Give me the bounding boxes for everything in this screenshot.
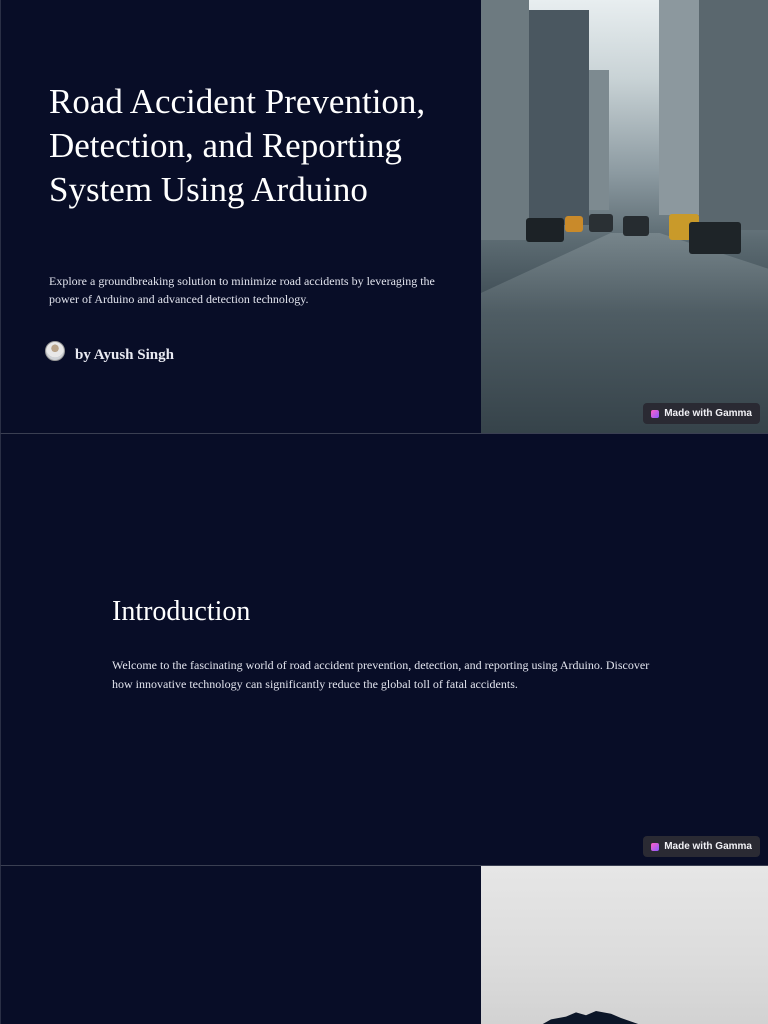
author-name: by Ayush Singh [75, 347, 174, 363]
intro-heading: Introduction [112, 596, 251, 627]
silhouette-shape [541, 1011, 641, 1024]
gamma-logo-icon [651, 843, 659, 851]
badge-label: Made with Gamma [664, 408, 752, 419]
slide-title-heading: Road Accident Prevention, Detection, and Reporting System Using Arduino [49, 82, 426, 209]
intro-body: Welcome to the fascinating world of road accident prevention, detection, and reporting using Arduino. Discover how innovative technology can significantly reduce the global toll of fatal accidents. [112, 658, 650, 691]
avatar [45, 341, 65, 361]
made-with-gamma-badge[interactable] [643, 403, 760, 424]
author-block [45, 337, 174, 364]
city-street-photo [481, 0, 768, 433]
made-with-gamma-badge[interactable] [643, 836, 760, 857]
badge-label: Made with Gamma [664, 841, 752, 852]
slide-introduction [0, 433, 768, 865]
slide-subtitle: Explore a groundbreaking solution to minimize road accidents by leveraging the power of Arduino and advanced detection technology. [49, 274, 435, 306]
slide-title [0, 0, 768, 433]
sky-photo [481, 866, 768, 1024]
slide-next [0, 865, 768, 1024]
gamma-logo-icon [651, 410, 659, 418]
